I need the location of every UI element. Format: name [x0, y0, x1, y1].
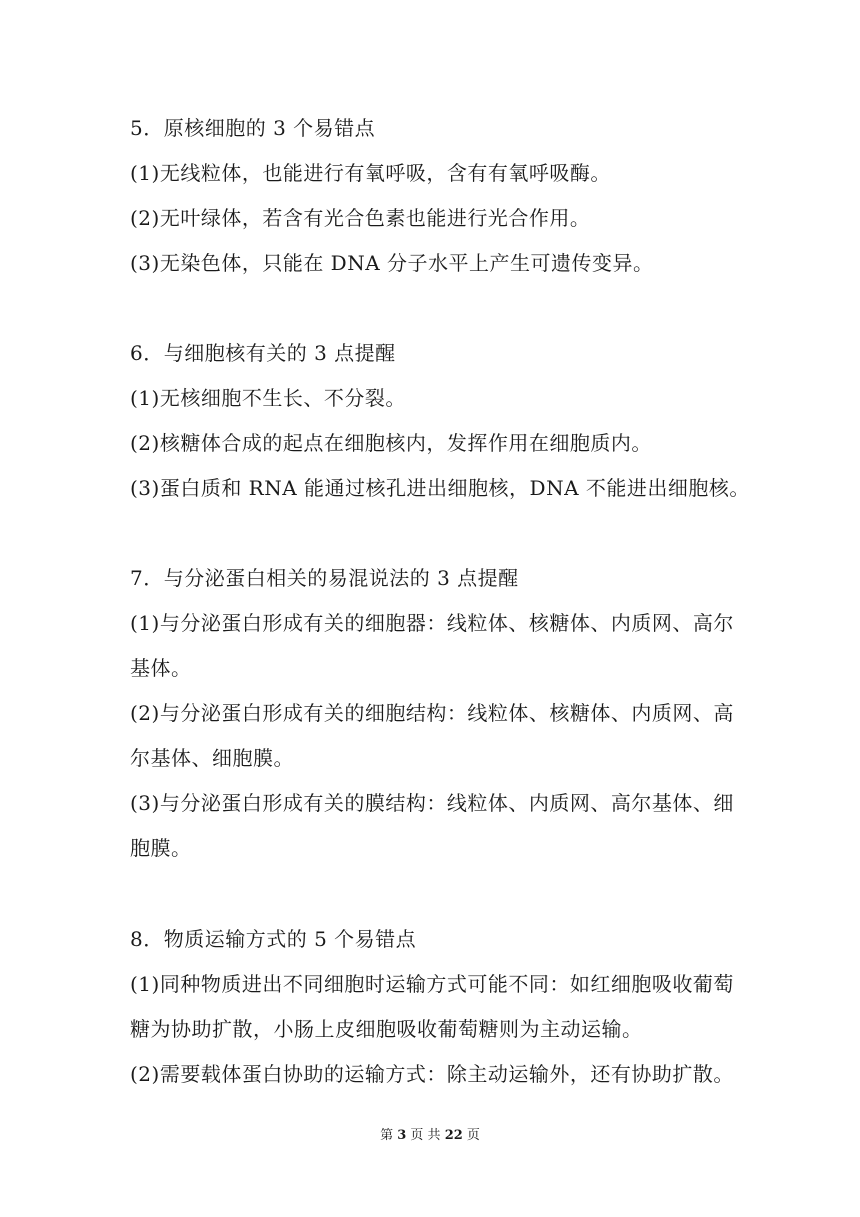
section-8-heading: 8．物质运输方式的 5 个易错点 [130, 927, 417, 951]
section-7-heading: 7．与分泌蛋白相关的易混说法的 3 点提醒 [130, 566, 519, 590]
section-7-line-1: (1)与分泌蛋白形成有关的细胞器：线粒体、核糖体、内质网、高尔 [130, 611, 734, 635]
total-pages-number: 22 [444, 1128, 463, 1143]
footer-mid: 页 共 [410, 1128, 441, 1143]
section-5-line-3: (3)无染色体，只能在 DNA 分子水平上产生可遗传变异。 [130, 251, 654, 275]
section-6-line-3: (3)蛋白质和 RNA 能通过核孔进出细胞核，DNA 不能进出细胞核。 [130, 476, 750, 500]
section-5-line-1: (1)无线粒体，也能进行有氧呼吸，含有有氧呼吸酶。 [130, 161, 611, 185]
footer-suffix: 页 [466, 1128, 480, 1143]
section-8-line-2: 糖为协助扩散，小肠上皮细胞吸收葡萄糖则为主动运输。 [130, 1017, 643, 1041]
section-5-heading: 5．原核细胞的 3 个易错点 [130, 116, 376, 140]
current-page-number: 3 [397, 1128, 407, 1143]
section-6-heading: 6．与细胞核有关的 3 点提醒 [130, 341, 396, 365]
section-5-line-2: (2)无叶绿体，若含有光合色素也能进行光合作用。 [130, 206, 591, 230]
section-8-line-3: (2)需要载体蛋白协助的运输方式：除主动运输外，还有协助扩散。 [130, 1062, 734, 1086]
section-7-line-4: 尔基体、细胞膜。 [130, 746, 294, 770]
section-6-line-2: (2)核糖体合成的起点在细胞核内，发挥作用在细胞质内。 [130, 431, 652, 455]
footer-prefix: 第 [380, 1128, 394, 1143]
section-7-line-6: 胞膜。 [130, 836, 192, 860]
section-7-line-3: (2)与分泌蛋白形成有关的细胞结构：线粒体、核糖体、内质网、高 [130, 701, 734, 725]
section-8-line-1: (1)同种物质进出不同细胞时运输方式可能不同：如红细胞吸收葡萄 [130, 972, 734, 996]
page-footer [0, 1128, 860, 1144]
section-7-line-5: (3)与分泌蛋白形成有关的膜结构：线粒体、内质网、高尔基体、细 [130, 791, 734, 815]
section-6-line-1: (1)无核细胞不生长、不分裂。 [130, 386, 406, 410]
section-7-line-2: 基体。 [130, 656, 192, 680]
